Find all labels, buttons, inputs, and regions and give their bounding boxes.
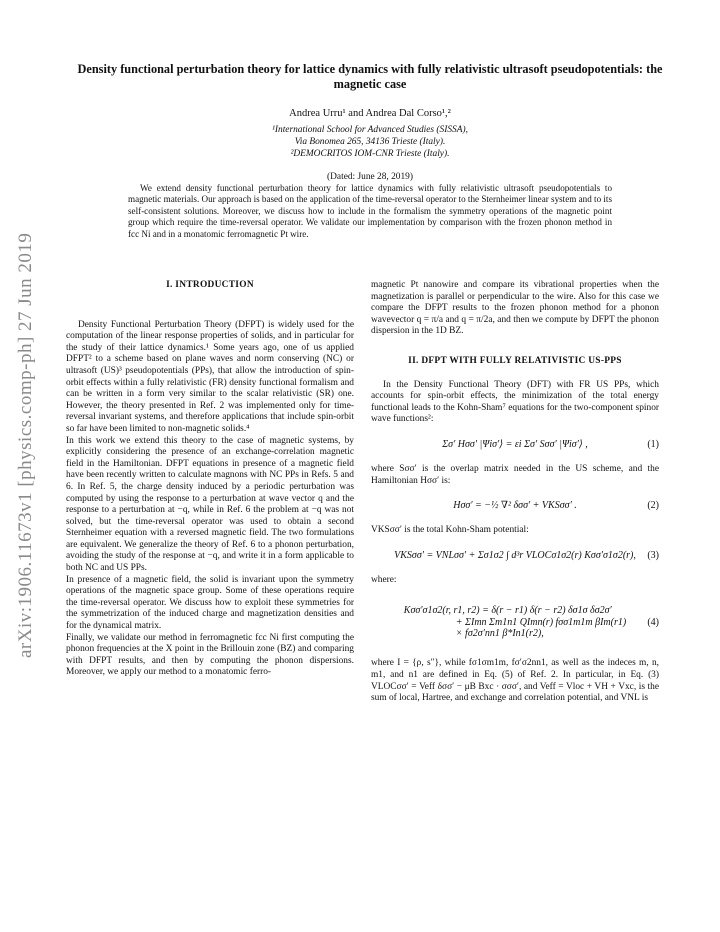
paragraph: Finally, we validate our method in ferromagnetic fcc Ni first computing the phonon frequencies at the X point in the Brillouin zone (BZ) and comparing with DFPT results, and then by computing the phonon dispersions. Moreover, we apply our method to a monatomic ferro- [66, 632, 354, 678]
affiliation-line: ²DEMOCRITOS IOM-CNR Trieste (Italy). [290, 149, 450, 159]
paragraph: where Sσσ′ is the overlap matrix needed in the US scheme, and the Hamiltonian Hσσ′ is: [371, 463, 659, 486]
paragraph: In presence of a magnetic field, the solid is invariant upon the symmetry operations of the magnetic space group. Some of these operations require the time-reversal operator. We discuss how to exploit these symmetries for the symmetrization of the induced charge and magnetization densities and for the dynamical matrix. [66, 574, 354, 632]
equation-text: VKSσσ′ = VNLσσ′ + Σσ1σ2 ∫ d³r VLOCσ1σ2(r) Kσσ′σ1σ2(r), [394, 549, 636, 561]
affiliations [70, 124, 670, 160]
equation-line: × fσ2σ′nn1 β*In1(r2), [455, 628, 544, 640]
equation-text: Hσσ′ = −½ ∇² δσσ′ + VKSσσ′ . [453, 500, 577, 512]
equation-1 [371, 434, 659, 456]
equation-line: + ΣImn Σm1n1 QImn(r) fσσ1m1m βIm(r1) [455, 616, 627, 628]
left-column [66, 280, 354, 679]
arxiv-identifier: arXiv:1906.11673v1 [physics.comp-ph] 27 Jun 2019 [15, 232, 36, 658]
equation-number: (4) [647, 616, 659, 628]
paragraph: In this work we extend this theory to the case of magnetic systems, by explicitly considering the presence of an exchange-correlation magnetic field in the Hamiltonian. DFPT equations in presence of a magnetic field have been recently written to calculate magnons with NC PPs in Refs. 5 and 6. In Ref. 5, the charge density induced by a periodic perturbation was computed by using the response to a perturbation at wave vector q and the response to a perturbation at −q, while in Ref. 6 the problem at −q was not solved, but the time-reversal operator was used to obtain a second Sternheimer equation with a reversed magnetic field. The two formulations are equivalent. We generalize the theory of Ref. 6 to a phonon perturbation, avoiding the study of the response at −q, and write it in a form applicable to both NC and US PPs. [66, 435, 354, 574]
author-list: Andrea Urru¹ and Andrea Dal Corso¹,² [289, 108, 451, 119]
equation-number: (3) [647, 549, 659, 561]
paragraph: where: [371, 574, 397, 585]
equation-4 [371, 594, 659, 650]
paper-title: Density functional perturbation theory for lattice dynamics with fully relativistic ultrasoft pseudopotentials: the magnetic case [77, 62, 663, 91]
equation-line: Kσσ′σ1σ2(r, r1, r2) = δ(r − r1) δ(r − r2) δσ1σ δσ2σ′ [403, 604, 612, 616]
affiliation-line: Via Bonomea 265, 34136 Trieste (Italy). [294, 137, 446, 147]
equation-number: (2) [647, 500, 659, 512]
equation-number: (1) [647, 439, 659, 451]
section-heading-dfpt: II. DFPT WITH FULLY RELATIVISTIC US-PPS [408, 355, 622, 366]
equation-2 [371, 495, 659, 517]
paragraph: In the Density Functional Theory (DFT) with FR US PPs, which accounts for spin-orbit effects, the minimization of the total energy functional leads to the Kohn-Sham⁷ equations for the two-component spinor wave functions²: [371, 379, 659, 425]
paragraph: magnetic Pt nanowire and compare its vibrational properties when the magnetization is parallel or perpendicular to the wire. Also for this case we compare the DFPT results to the frozen phonon method for a phonon wavevector q = π/a and q = π/2a, and then we compute by DFPT the phonon dispersion in the 1D BZ. [371, 280, 659, 337]
affiliation-line: ¹International School for Advanced Studies (SISSA), [272, 125, 468, 135]
paragraph: where I = {ρ, s″}, while fσ1σm1m, fσ′σ2nn1, as well as the indeces m, n, m1, and n1 are defined in Eq. (5) of Ref. 2. In particular, in Eq. (3) VLOCσσ′ = Veff δσσ′ − μB Bxc · σσσ′, and Veff = Vloc + VH + Vxc, is the sum of local, Hartree, and exchange and correlation potential, and VNL is [371, 658, 659, 704]
paragraph: Density Functional Perturbation Theory (DFPT) is widely used for the computation of the linear response properties of solids, and in particular for the study of their lattice dynamics.¹ Some years ago, one of us applied DFPT² to a scheme based on plane waves and norm conserving (NC) or ultrasoft (US)³ pseudopotentials (PPs), that allow the introduction of spin-orbit effects within a fully relativistic (FR) density functional formalism and can be written in a form very similar to the scalar relativistic (SR) one. However, the theory presented in Ref. 2 was implemented only for time-reversal invariant systems, and therefore applications that include spin-orbit so far have been limited to non-magnetic solids.⁴ [66, 319, 354, 434]
equation-3 [371, 545, 659, 567]
section-heading-introduction: I. INTRODUCTION [166, 280, 254, 290]
abstract: We extend density functional perturbation theory for lattice dynamics with fully relativistic ultrasoft pseudopotentials to magnetic materials. Our approach is based on the application of the time-reversal operator to the Sternheimer linear system and to its self-consistent solutions. Moreover, we discuss how to include in the formalism the symmetry operations of the magnetic point group which require the time-reversal operator. We validate our implementation by comparison with the frozen phonon method in fcc Ni and in a monatomic ferromagnetic Pt wire. [128, 183, 612, 239]
right-column [371, 280, 659, 705]
paragraph: VKSσσ′ is the total Kohn-Sham potential: [371, 525, 529, 536]
date-line: (Dated: June 28, 2019) [327, 172, 413, 182]
equation-text: Σσ′ Hσσ′ |Ψiσ′⟩ = εi Σσ′ Sσσ′ |Ψiσ′⟩ , [442, 439, 588, 451]
